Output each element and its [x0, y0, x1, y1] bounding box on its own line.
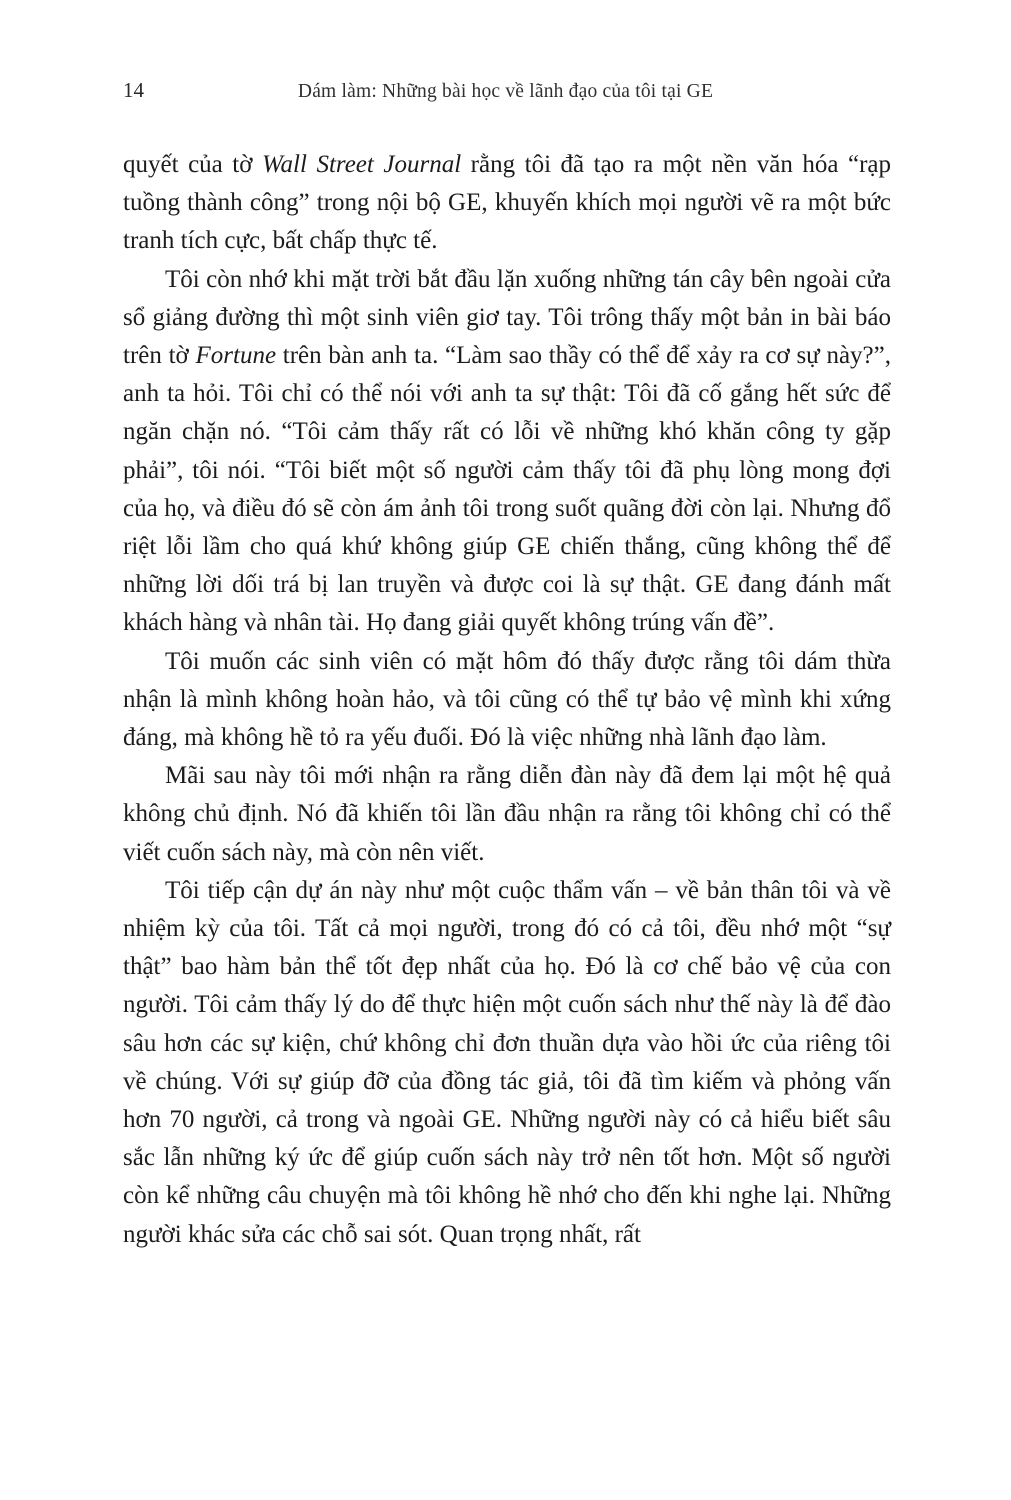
paragraph [123, 146, 891, 261]
text-run: rằng tôi đã tạo ra một nền văn hóa “rạp tuồng thành công” trong nội bộ GE, khuyến khích mọi người vẽ ra một bức tranh tích cực, bất chấp thực tế. [123, 151, 892, 255]
text-run: trên bàn anh ta. “Làm sao thầy có thể để xảy ra cơ sự này?”, anh ta hỏi. Tôi chỉ có thể nói với anh ta sự thật: Tôi đã cố gắng hết sức để ngăn chặn nó. “Tôi cảm thấy rất có lỗi về những khó khăn công ty gặp phải”, tôi nói. “Tôi biết một số người cảm thấy tôi đã phụ lòng mong đợi của họ, và điều đó sẽ còn ám ảnh tôi trong suốt quãng đời còn lại. Nhưng đổ riệt lỗi lầm cho quá khứ không giúp GE chiến thắng, cũng không thể để những lời dối trá bị lan truyền và được coi là sự thật. GE đang đánh mất khách hàng và nhân tài. Họ đang giải quyết không trúng vấn đề”. [123, 342, 891, 637]
italic-text-run: Wall Street Journal [262, 151, 462, 178]
text-run: Tôi tiếp cận dự án này như một cuộc thẩm vấn – về bản thân tôi và về nhiệm kỳ của tôi. Tất cả mọi người, trong đó có cả tôi, đều nhớ một “sự thật” bao hàm bản thể tốt đẹp nhất của họ. Đó là cơ chế bảo vệ của con người. Tôi cảm thấy lý do để thực hiện một cuốn sách như thế này là để đào sâu hơn các sự kiện, chứ không chỉ đơn thuần dựa vào hồi ức của riêng tôi về chúng. Với sự giúp đỡ của đồng tác giả, tôi đã tìm kiếm và phỏng vấn hơn 70 người, cả trong và ngoài GE. Những người này có cả hiểu biết sâu sắc lẫn những ký ức để giúp cuốn sách này trở nên tốt hơn. Một số người còn kể những câu chuyện mà tôi không hề nhớ cho đến khi nghe lại. Những người khác sửa các chỗ sai sót. Quan trọng nhất, rất [123, 876, 891, 1248]
paragraph [123, 261, 891, 643]
text-run: quyết của tờ [123, 151, 262, 178]
text-run: Tôi còn nhớ khi mặt trời bắt đầu lặn xuống những tán cây bên ngoài cửa sổ giảng đường thì một sinh viên giơ tay. Tôi trông thấy một bản in bài báo trên tờ [123, 265, 891, 370]
paragraph [123, 872, 891, 1254]
paragraph [123, 643, 891, 758]
page-body [123, 146, 891, 1254]
page-number: 14 [123, 78, 144, 102]
text-run: Tôi muốn các sinh viên có mặt hôm đó thấy được rằng tôi dám thừa nhận là mình không hoàn hảo, và tôi cũng có thể tự bảo vệ mình khi xứng đáng, mà không hề tỏ ra yếu đuối. Đó là việc những nhà lãnh đạo làm. [123, 647, 891, 752]
running-header: Dám làm: Những bài học về lãnh đạo của tôi tại GE [297, 81, 714, 102]
text-run: Mãi sau này tôi mới nhận ra rằng diễn đàn này đã đem lại một hệ quả không chủ định. Nó đã khiến tôi lần đầu nhận ra rằng tôi không chỉ có thể viết cuốn sách này, mà còn nên viết. [123, 762, 891, 866]
italic-text-run: Fortune [195, 342, 277, 370]
paragraph [123, 757, 891, 872]
